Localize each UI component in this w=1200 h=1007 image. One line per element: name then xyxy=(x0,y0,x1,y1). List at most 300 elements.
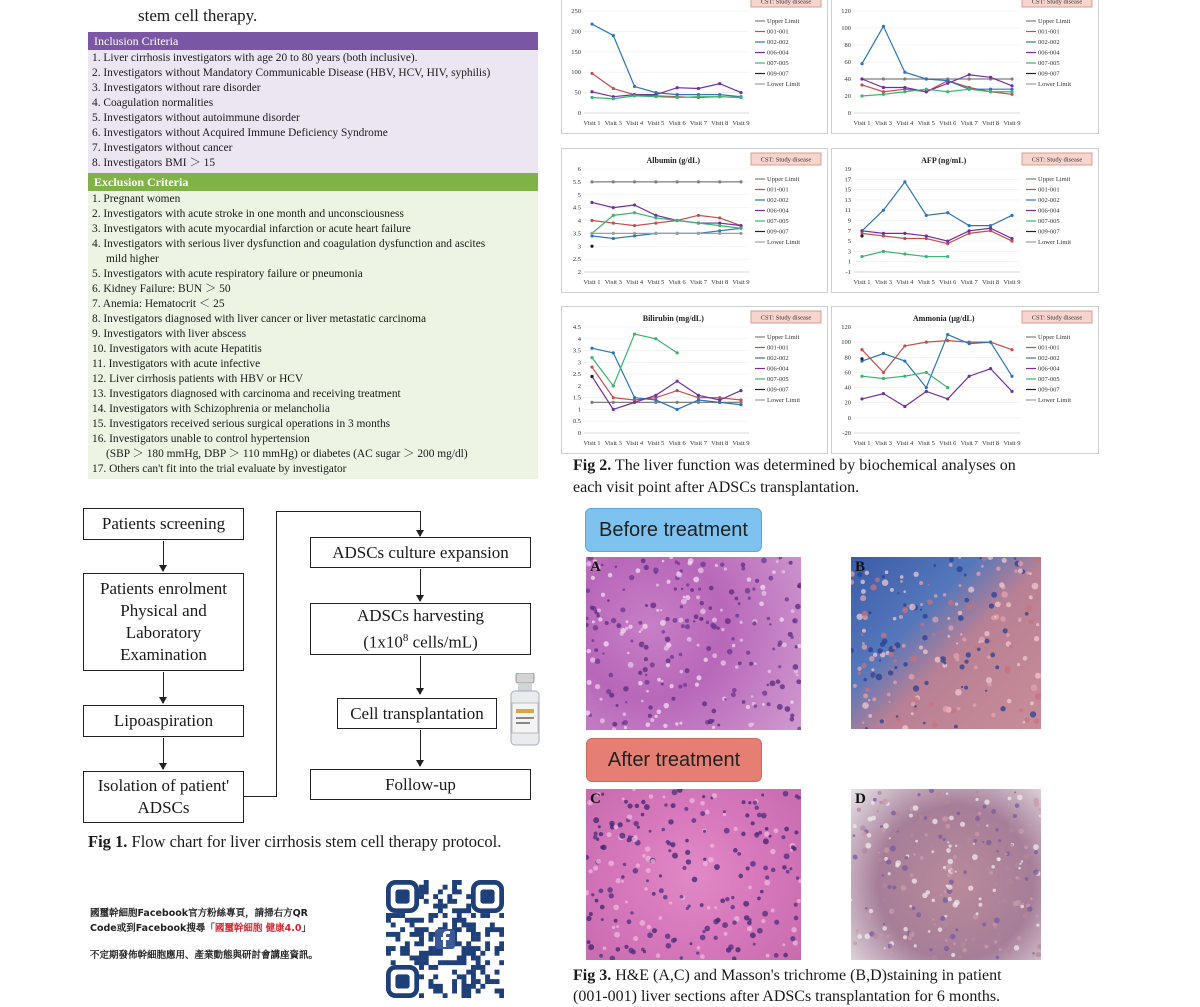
tissue-texture xyxy=(903,590,906,593)
qr-module xyxy=(410,932,415,937)
chart-point xyxy=(718,180,721,183)
tissue-texture xyxy=(882,898,885,901)
fig1-caption xyxy=(88,832,501,852)
tissue-texture xyxy=(994,616,996,618)
tissue-texture xyxy=(687,637,692,642)
tissue-texture xyxy=(996,850,999,853)
legend-entry: 002-002 xyxy=(767,355,789,362)
flow-box-harvesting xyxy=(310,603,531,655)
tissue-texture xyxy=(642,854,645,857)
tissue-texture xyxy=(930,845,933,848)
criteria-item: 12. Liver cirrhosis patients with HBV or HCV xyxy=(92,373,304,385)
image-label: C xyxy=(590,791,601,807)
qr-module xyxy=(447,899,452,904)
qr-module xyxy=(438,908,443,913)
tissue-texture xyxy=(1036,623,1039,626)
chart-point xyxy=(739,91,742,94)
qr-module xyxy=(400,951,405,956)
tissue-texture xyxy=(912,906,916,910)
tissue-texture xyxy=(768,670,772,674)
qr-code-icon[interactable] xyxy=(386,880,504,998)
tissue-texture xyxy=(902,644,906,648)
tissue-texture xyxy=(764,831,769,836)
chart-ytick: 1 xyxy=(577,406,581,414)
chart-point xyxy=(925,341,928,344)
flow-text: Lipoaspiration xyxy=(113,711,214,730)
qr-module xyxy=(428,984,433,989)
tissue-texture xyxy=(883,923,885,925)
legend-entry: 009-007 xyxy=(767,386,789,394)
tissue-texture xyxy=(920,856,924,860)
tissue-texture xyxy=(638,621,642,625)
qr-module xyxy=(462,918,467,923)
chart-point xyxy=(739,180,742,183)
tissue-texture xyxy=(951,953,955,957)
tissue-texture xyxy=(644,645,649,650)
chart-point xyxy=(612,232,615,235)
tissue-texture xyxy=(616,878,621,883)
tissue-texture xyxy=(783,953,788,958)
qr-module xyxy=(457,956,462,961)
chart-point xyxy=(882,377,885,380)
tissue-texture xyxy=(931,850,934,853)
tissue-texture xyxy=(779,557,782,559)
chart-point xyxy=(590,365,593,368)
tissue-texture xyxy=(746,650,750,654)
chart-point xyxy=(860,255,863,258)
tissue-texture xyxy=(1030,701,1034,705)
tissue-texture xyxy=(656,583,659,586)
tissue-texture xyxy=(729,589,734,594)
chart-point xyxy=(612,237,615,240)
tissue-texture xyxy=(601,845,606,850)
tissue-texture xyxy=(754,704,757,707)
qr-text-part: Code或到Facebook搜尋「 xyxy=(90,923,215,934)
tissue-texture xyxy=(599,954,603,958)
chart-point xyxy=(968,77,971,80)
tissue-texture xyxy=(679,653,683,657)
qr-module xyxy=(428,937,433,942)
tissue-texture xyxy=(752,621,756,625)
qr-module xyxy=(405,951,410,956)
qr-module xyxy=(462,908,467,913)
tissue-texture xyxy=(987,655,991,659)
qr-module xyxy=(476,960,481,965)
chart-panel xyxy=(831,0,1099,134)
tissue-texture xyxy=(594,648,598,652)
tissue-texture xyxy=(614,932,620,938)
tissue-texture xyxy=(861,831,866,836)
tissue-texture xyxy=(644,887,648,891)
chart-point xyxy=(903,375,906,378)
fig3-caption-line xyxy=(573,965,1193,986)
tissue-texture xyxy=(913,572,918,577)
chart-xtick: Visit 3 xyxy=(874,120,892,127)
tissue-texture xyxy=(739,621,742,624)
tissue-texture xyxy=(934,594,938,598)
tissue-texture xyxy=(761,919,765,923)
tissue-texture xyxy=(871,801,875,805)
tissue-texture xyxy=(1018,617,1022,621)
tissue-texture xyxy=(1018,568,1023,573)
tissue-texture xyxy=(666,943,672,949)
chart-point xyxy=(633,224,636,227)
chart-point xyxy=(612,87,615,90)
tissue-texture xyxy=(791,927,797,933)
tissue-texture xyxy=(936,792,941,797)
tissue-texture xyxy=(960,633,962,635)
tissue-texture xyxy=(851,899,853,901)
qr-module xyxy=(428,951,433,956)
chart-point xyxy=(1010,237,1013,240)
flow-box-isolation xyxy=(83,771,244,823)
tissue-texture xyxy=(676,572,682,578)
chart-point xyxy=(860,77,863,80)
tissue-texture xyxy=(737,852,741,856)
qr-module xyxy=(424,885,429,890)
tissue-texture xyxy=(949,816,954,821)
chart-xtick: Visit 4 xyxy=(896,279,914,286)
tissue-texture xyxy=(892,885,896,889)
tissue-texture xyxy=(1006,633,1010,637)
tissue-texture xyxy=(761,558,767,564)
qr-module xyxy=(466,946,471,951)
tissue-texture xyxy=(592,620,595,623)
chart-point xyxy=(654,221,657,224)
qr-module xyxy=(428,946,433,951)
qr-module xyxy=(462,922,467,927)
qr-module xyxy=(457,974,462,979)
qr-module xyxy=(428,913,433,918)
qr-module xyxy=(400,927,405,932)
tissue-texture xyxy=(626,620,629,623)
tissue-texture xyxy=(600,718,605,723)
flow-connector xyxy=(276,511,277,797)
flow-text: Examination xyxy=(120,645,207,664)
tissue-texture xyxy=(610,956,616,960)
tissue-texture xyxy=(1017,936,1022,941)
qr-module xyxy=(433,965,438,970)
chart-point xyxy=(590,401,593,404)
tissue-texture xyxy=(621,722,624,725)
chart-xtick: Visit 6 xyxy=(668,440,686,447)
tissue-texture xyxy=(705,810,710,815)
tissue-texture xyxy=(742,700,746,704)
tissue-texture xyxy=(732,644,735,647)
chart-xtick: Visit 5 xyxy=(647,120,665,127)
tissue-texture xyxy=(861,589,866,594)
tissue-texture xyxy=(738,874,743,879)
qr-module xyxy=(405,918,410,923)
tissue-texture xyxy=(1035,673,1041,679)
tissue-texture xyxy=(593,625,598,630)
criteria-item: 8. Investigators diagnosed with liver cancer or liver metastatic carcinoma xyxy=(92,313,426,325)
chart-point xyxy=(860,94,863,97)
tissue-texture xyxy=(945,799,950,804)
tissue-texture xyxy=(871,668,874,671)
tissue-texture xyxy=(774,828,779,833)
qr-module xyxy=(386,932,391,937)
tissue-texture xyxy=(698,568,704,574)
chart-ytick: 50 xyxy=(574,89,581,97)
tissue-texture xyxy=(956,642,958,644)
tissue-texture xyxy=(657,710,662,715)
tissue-texture xyxy=(686,583,689,586)
tissue-texture xyxy=(694,614,699,619)
tissue-texture xyxy=(938,927,942,931)
flow-text: Laboratory xyxy=(125,623,202,642)
legend-entry: Upper Limit xyxy=(767,334,800,341)
qr-module xyxy=(428,965,433,970)
tissue-texture xyxy=(973,703,977,707)
legend-entry: 001-001 xyxy=(767,344,789,352)
tissue-texture xyxy=(612,926,615,929)
tissue-texture xyxy=(942,920,947,925)
legend-entry: 009-007 xyxy=(1038,228,1060,236)
chart-point xyxy=(968,375,971,378)
qr-module xyxy=(414,932,419,937)
chart-point xyxy=(1010,390,1013,393)
tissue-texture xyxy=(982,841,984,843)
tissue-texture xyxy=(995,828,998,831)
qr-module xyxy=(424,889,429,894)
tissue-texture xyxy=(986,825,988,827)
qr-text-part: 」 xyxy=(301,923,311,934)
tissue-texture xyxy=(1028,619,1033,624)
chart-point xyxy=(946,397,949,400)
tissue-texture xyxy=(768,576,773,581)
tissue-texture xyxy=(912,878,917,883)
chart-xtick: Visit 5 xyxy=(917,279,935,286)
tissue-texture xyxy=(611,618,616,623)
fig2-caption-text: The liver function was determined by biochemical analyses on xyxy=(611,457,1016,474)
tissue-texture xyxy=(586,623,589,627)
tissue-texture xyxy=(685,850,690,855)
tissue-texture xyxy=(967,604,972,609)
qr-module xyxy=(462,946,467,951)
tissue-texture xyxy=(862,642,865,645)
chart-ytick: 80 xyxy=(844,354,851,362)
tissue-texture xyxy=(672,853,678,859)
flow-text: Isolation of patient' xyxy=(97,776,230,795)
tissue-texture xyxy=(648,714,652,718)
tissue-texture xyxy=(743,901,749,907)
qr-module xyxy=(443,922,448,927)
qr-module xyxy=(443,913,448,918)
tissue-texture xyxy=(1025,605,1032,612)
chart-xtick: Visit 4 xyxy=(896,440,914,447)
tissue-texture xyxy=(733,827,737,831)
tissue-texture xyxy=(920,609,922,611)
chart-point xyxy=(676,408,679,411)
chart-ytick: 0 xyxy=(847,414,851,422)
tissue-texture xyxy=(790,936,795,941)
chart-point xyxy=(612,34,615,37)
flow-text: Physical and xyxy=(120,601,207,620)
tissue-texture xyxy=(796,679,801,684)
chart-ytick: 3.5 xyxy=(572,230,581,238)
tissue-texture xyxy=(986,659,988,661)
tissue-texture xyxy=(645,674,648,677)
tissue-texture xyxy=(751,821,755,825)
tissue-texture xyxy=(942,873,948,879)
tissue-texture xyxy=(741,567,745,571)
tissue-texture xyxy=(747,921,752,926)
image-label: A xyxy=(590,559,601,575)
tissue-texture xyxy=(1005,666,1012,673)
tissue-texture xyxy=(614,919,618,923)
tissue-texture xyxy=(1026,571,1029,574)
tissue-texture xyxy=(666,658,671,663)
tissue-texture xyxy=(662,828,666,832)
tissue-texture xyxy=(857,808,861,812)
qr-module xyxy=(457,880,462,885)
tissue-texture xyxy=(958,845,962,849)
tissue-texture xyxy=(932,617,938,623)
tissue-texture xyxy=(947,635,950,638)
chart-point xyxy=(882,77,885,80)
qr-module xyxy=(414,918,419,923)
tissue-texture xyxy=(935,657,941,663)
tissue-texture xyxy=(922,635,927,640)
tissue-texture xyxy=(587,680,592,685)
chart-xtick: Visit 9 xyxy=(732,440,750,447)
flow-box-screening xyxy=(83,508,244,540)
tissue-texture xyxy=(671,938,676,943)
legend-entry: Lower Limit xyxy=(1038,397,1072,404)
tissue-texture xyxy=(685,619,689,623)
tissue-texture xyxy=(1000,706,1005,711)
tissue-texture xyxy=(851,648,854,653)
tissue-texture xyxy=(940,656,946,662)
tissue-texture xyxy=(590,657,595,662)
tissue-texture xyxy=(795,604,801,610)
tissue-texture xyxy=(913,853,916,856)
chart-ytick: 1 xyxy=(847,258,851,266)
qr-module xyxy=(438,989,443,994)
tissue-texture xyxy=(1038,826,1041,829)
chart-point xyxy=(946,90,949,93)
tissue-texture xyxy=(712,793,717,798)
tissue-texture xyxy=(965,920,967,922)
qr-module xyxy=(499,913,504,918)
tissue-texture xyxy=(923,722,926,725)
tissue-texture xyxy=(681,588,683,590)
chart-ytick: 13 xyxy=(844,196,851,204)
tissue-texture xyxy=(932,633,935,636)
tissue-texture xyxy=(748,801,751,804)
qr-module xyxy=(462,974,467,979)
tissue-texture xyxy=(947,885,952,890)
tissue-texture xyxy=(605,621,609,625)
tissue-texture xyxy=(951,869,955,873)
tissue-texture xyxy=(684,807,688,811)
tissue-texture xyxy=(746,866,750,870)
tissue-texture xyxy=(741,832,745,836)
chart-point xyxy=(989,76,992,79)
tissue-texture xyxy=(591,893,594,896)
qr-module xyxy=(419,941,424,946)
qr-module xyxy=(462,984,467,989)
chart-point xyxy=(612,384,615,387)
qr-module xyxy=(457,889,462,894)
tissue-texture xyxy=(984,945,988,949)
tissue-texture xyxy=(642,624,647,629)
tissue-texture xyxy=(700,601,704,605)
tissue-texture xyxy=(657,678,661,682)
chart-point xyxy=(612,351,615,354)
chart-xtick: Visit 5 xyxy=(647,279,665,286)
chart-point xyxy=(882,232,885,235)
chart-xtick: Visit 6 xyxy=(668,279,686,286)
chart-xtick: Visit 3 xyxy=(874,279,892,286)
tissue-texture xyxy=(665,934,670,939)
chart-xtick: Visit 4 xyxy=(626,440,644,447)
tissue-texture xyxy=(1027,902,1029,904)
chart-point xyxy=(612,214,615,217)
tissue-texture xyxy=(586,588,590,593)
tissue-texture xyxy=(602,652,604,654)
tissue-texture xyxy=(639,641,645,647)
tissue-texture xyxy=(1030,711,1036,717)
exclusion-criteria-list xyxy=(88,191,538,479)
flow-text-part: cells/mL) xyxy=(408,632,478,652)
tissue-texture xyxy=(873,712,876,715)
qr-module xyxy=(495,927,500,932)
tissue-texture xyxy=(947,873,951,877)
tissue-texture xyxy=(1029,595,1033,599)
tissue-texture xyxy=(599,698,602,701)
tissue-texture xyxy=(595,684,600,689)
legend-entry: Upper Limit xyxy=(1038,176,1071,183)
tissue-texture xyxy=(680,956,683,959)
tissue-texture xyxy=(973,603,977,607)
qr-module xyxy=(485,974,490,979)
tissue-texture xyxy=(942,816,948,822)
chart-point xyxy=(590,245,593,248)
tissue-texture xyxy=(722,922,728,928)
fig3-caption-label: Fig 3. xyxy=(573,967,612,984)
chart-point xyxy=(718,398,721,401)
tissue-texture xyxy=(641,700,644,703)
flow-connector xyxy=(244,796,276,797)
tissue-texture xyxy=(902,725,908,729)
tissue-texture xyxy=(919,645,923,649)
criteria-item: 3. Investigators with acute myocardial infarction or acute heart failure xyxy=(92,223,411,235)
qr-module xyxy=(457,927,462,932)
tissue-texture xyxy=(704,658,708,662)
tissue-texture xyxy=(1014,791,1016,793)
chart-badge-text: CST: Study disease xyxy=(760,0,812,6)
chart-point xyxy=(925,390,928,393)
tissue-texture xyxy=(908,937,911,940)
tissue-texture xyxy=(790,700,794,704)
tissue-texture xyxy=(748,723,753,728)
tissue-texture xyxy=(615,566,617,568)
chart-point xyxy=(989,367,992,370)
table-caption: stem cell therapy. xyxy=(138,6,258,25)
qr-module xyxy=(424,927,429,932)
masson-stain-after-image xyxy=(851,789,1041,960)
tissue-texture xyxy=(615,704,618,707)
chart-xtick: Visit 7 xyxy=(689,279,707,286)
chart-point xyxy=(654,337,657,340)
qr-module xyxy=(490,979,495,984)
tissue-texture xyxy=(960,822,965,827)
tissue-texture xyxy=(632,789,635,791)
flow-arrow xyxy=(420,569,421,601)
chart-xtick: Visit 9 xyxy=(732,279,750,286)
